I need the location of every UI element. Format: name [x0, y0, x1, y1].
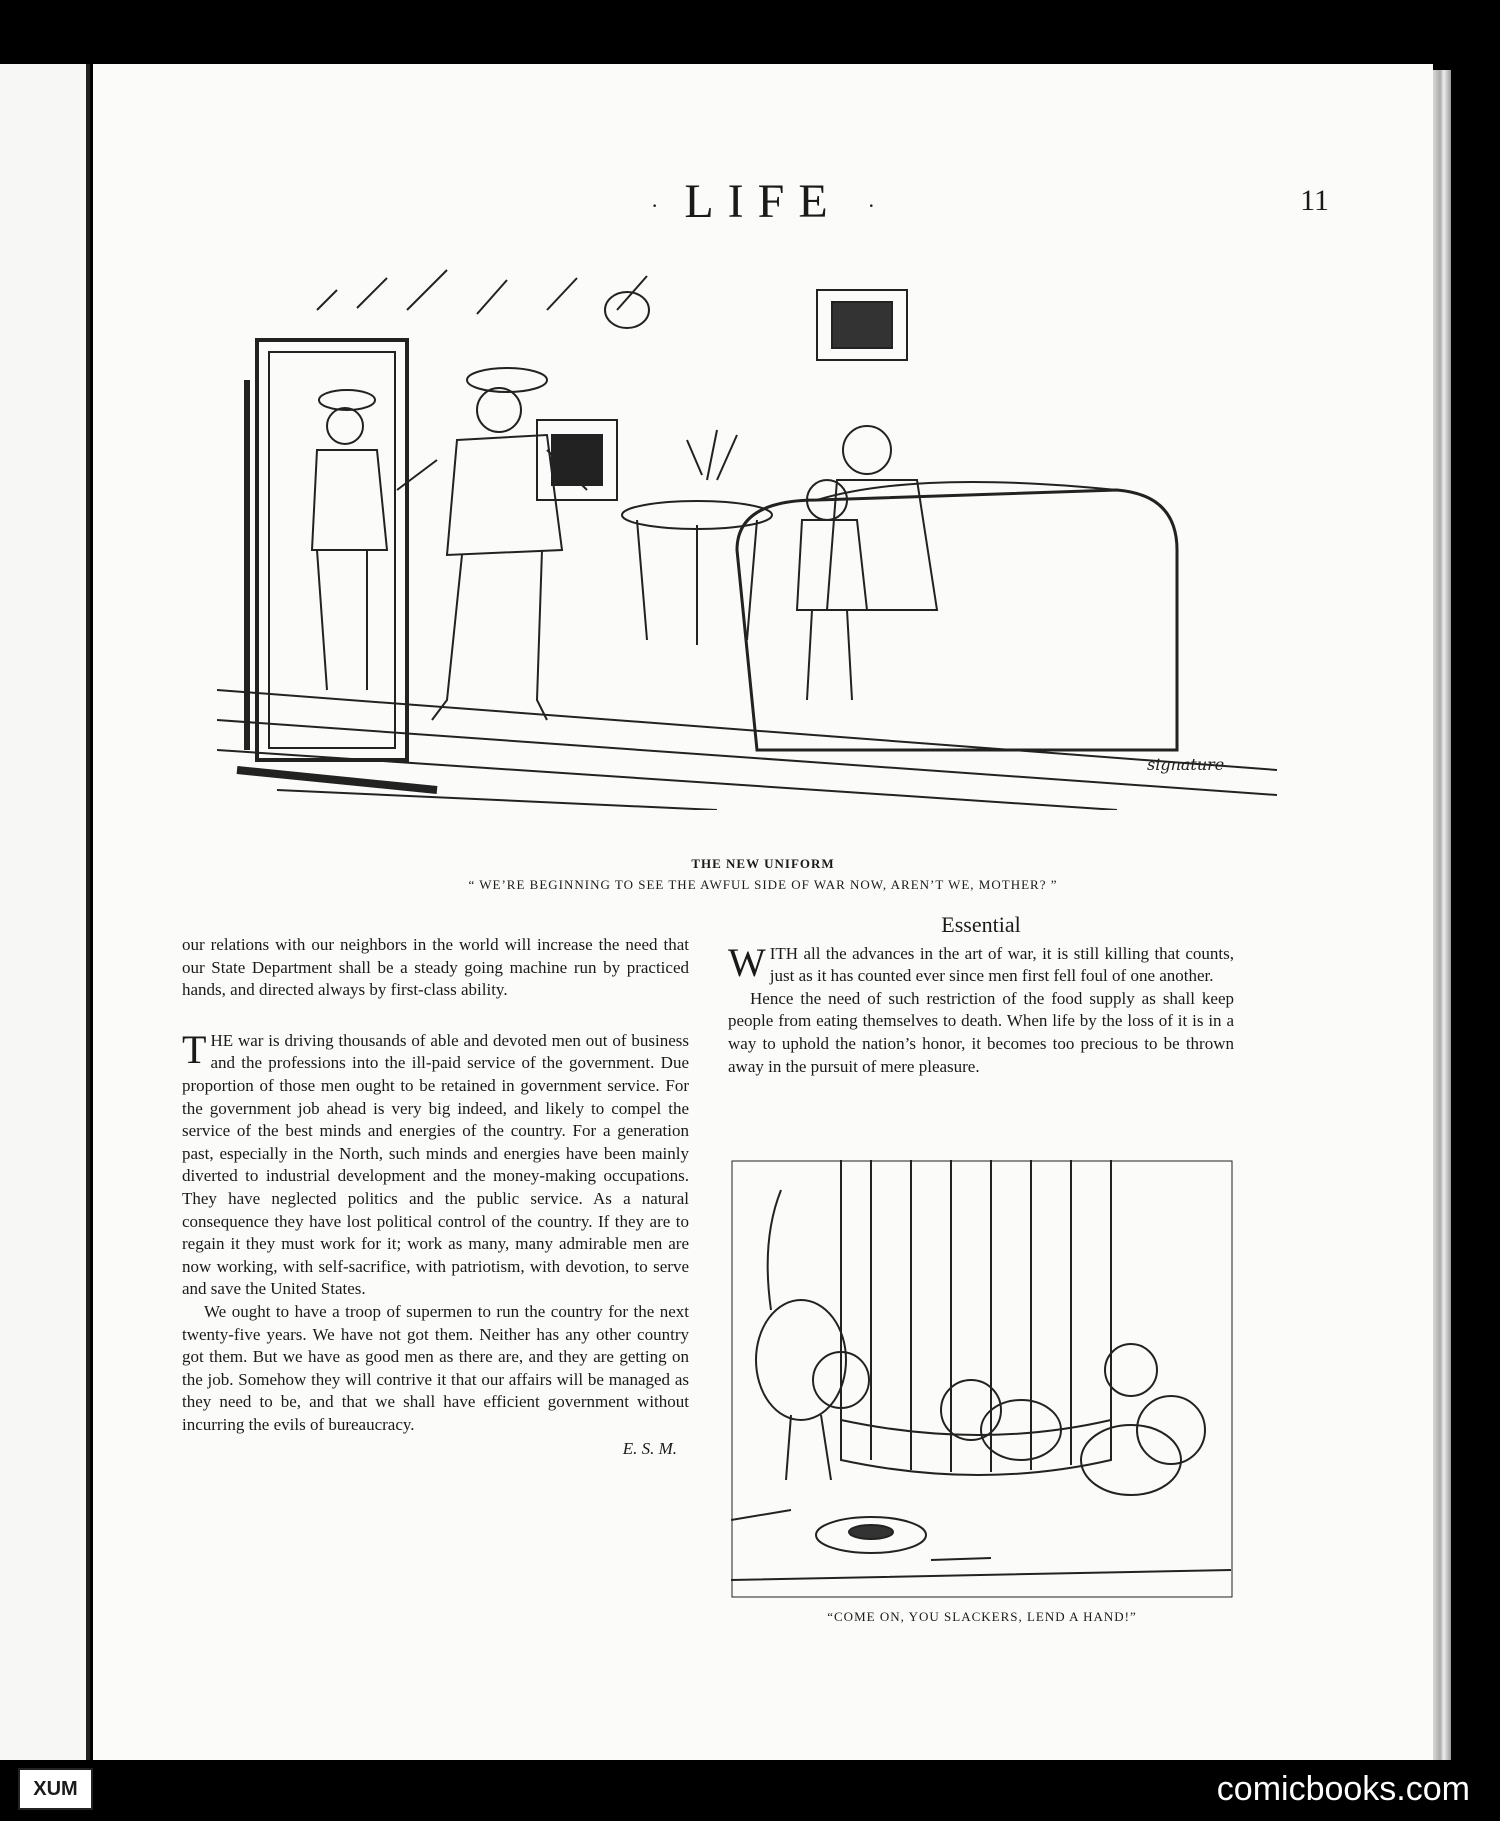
essential-title: Essential [941, 912, 1021, 937]
page-number: 11 [1300, 184, 1329, 217]
right-paragraph-2: Hence the need of such restriction of the food supply as shall keep people from eating themselves to death. When life by the loss of it is in a way to uphold the nation’s honor, it becomes too precious to be thrown away in the pursuit of mere pleasure. [728, 988, 1234, 1076]
right-paragraph-1 [728, 939, 1234, 988]
masthead-title: LIFE [684, 175, 842, 228]
page-stack-edge [1433, 70, 1451, 1760]
previous-page-edge [0, 64, 90, 1760]
top-cartoon-quote: “ WE’RE BEGINNING TO SEE THE AWFUL SIDE OF WAR NOW, AREN’T WE, MOTHER? ” [468, 877, 1058, 892]
left-paragraph-1: our relations with our neighbors in the world will increase the need that our State Department shall be a steady going machine run by practiced hands, and directed always by first-class ability. [182, 935, 689, 1000]
svg-text:signature: signature [1147, 755, 1225, 774]
bottom-cartoon-illustration [731, 1160, 1233, 1598]
bottom-cartoon-caption: “COME ON, YOU SLACKERS, LEND A HAND!” [827, 1609, 1137, 1624]
left-paragraph-3: We ought to have a troop of supermen to run the country for the next twenty-five years. We have not got them. Neither has any other country got them. But we have as good men as there are, and they are getting on the job. Somehow they will contrive it that our affairs will be managed as they need to be, and that we shall have efficient government without incurring the evils of bureaucracy. [182, 1301, 689, 1434]
left-article-column [182, 934, 689, 1461]
left-paragraph-2 [182, 1026, 689, 1301]
scan-tag: XUM [18, 1768, 93, 1810]
top-cartoon-illustration [217, 250, 1277, 810]
right-paragraph-1-text: ITH all the advances in the art of war, it is still killing that counts, just as it has counted ever since men first fell foul of one another. [769, 943, 1234, 986]
masthead-dot-right: · [867, 192, 875, 218]
right-article-column [728, 914, 1234, 1078]
watermark: comicbooks.com [1216, 1770, 1470, 1808]
masthead-dot-left: · [651, 192, 659, 218]
magazine-page [93, 64, 1433, 1760]
top-cartoon-title: THE NEW UNIFORM [691, 856, 835, 871]
author-signature: E. S. M. [622, 1439, 677, 1459]
right-dropcap: W [728, 939, 766, 985]
masthead [93, 174, 1433, 229]
left-paragraph-2-text: HE war is driving thousands of able and devoted men out of business and the professions into the ill-paid service of the government. Due proportion of those men ought to be retained in government service. For the government job ahead is very big indeed, and likely to compel the service of the best minds and energies of the country. For a generation past, especially in the North, such minds and energies have been mainly diverted to industrial development and the money-making occupations. They have neglected politics and the public service. As a natural consequence they have lost political control of the country. If they are to regain it they must work for it; work as many, many admirable men are now working, with self-sacrifice, with patriotism, with devotion, to serve and save the United States. [182, 1030, 689, 1299]
left-dropcap: T [182, 1026, 207, 1072]
